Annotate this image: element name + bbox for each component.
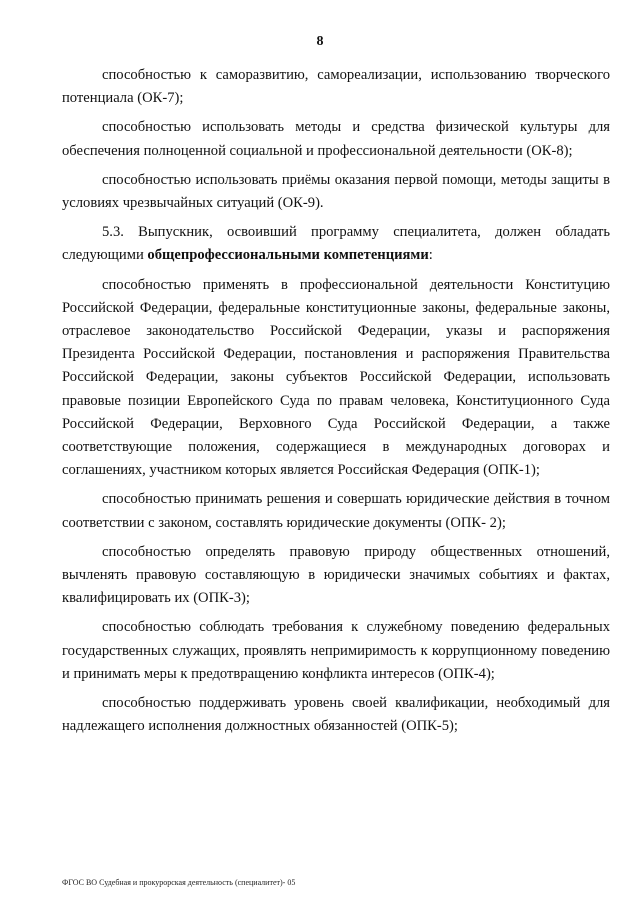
- paragraph-ok9: способностью использовать приёмы оказания первой помощи, методы защиты в условиях чрезвычайных ситуаций (ОК-9).: [62, 171, 610, 212]
- page-number: 8: [316, 34, 324, 49]
- paragraph-5-3-colon: :: [428, 247, 433, 264]
- paragraph-5-3: [62, 221, 610, 267]
- paragraph-opk1: способностью применять в профессиональной деятельности Конституцию Российской Федерации, федеральные конституционные законы, федеральные законы, отраслевое законодательство Российской Федерации, указы и распоряжения Президента Российской Федерации, постановления и распоряжения Правительства Российской Федерации, законы субъектов Российской Федерации, использовать правовые позиции Европейского Суда по правам человека, Конституционного Суда Российской Федерации, Верховного Суда Российской Федерации, а также соответствующие положения, содержащиеся в международных договорах и соглашениях, участником которых является Российская Федерация (ОПК-1);: [62, 276, 610, 479]
- paragraph-opk5: способностью поддерживать уровень своей квалификации, необходимый для надлежащего исполнения должностных обязанностей (ОПК-5);: [62, 695, 610, 735]
- paragraph-opk2: способностью принимать решения и совершать юридические действия в точном соответствии с законом, составлять юридические документы (ОПК- 2);: [62, 491, 610, 531]
- paragraph-ok8: способностью использовать методы и средства физической культуры для обеспечения полноценной социальной и профессиональной деятельности (ОК-8);: [62, 119, 610, 159]
- paragraph-5-3-lead: 5.3. Выпускник, освоивший программу специалитета, должен обладать следующими: [62, 224, 610, 264]
- competency-type-heading: общепрофессиональными компетенциями: [147, 247, 429, 264]
- page-footer: ФГОС ВО Судебная и прокурорская деятельность (специалитет)- 05: [62, 878, 296, 887]
- document-body: [62, 64, 610, 744]
- paragraph-opk4: способностью соблюдать требования к служебному поведению федеральных государственных служащих, проявлять непримиримость к коррупционному поведению и принимать меры к предотвращению конфликта интересов (ОПК-4);: [62, 619, 610, 682]
- paragraph-opk3: способностью определять правовую природу общественных отношений, вычленять правовую составляющую в юридически значимых событиях и фактах, квалифицировать их (ОПК-3);: [62, 543, 610, 607]
- paragraph-ok7: способностью к саморазвитию, самореализации, использованию творческого потенциала (ОК-7);: [62, 67, 610, 107]
